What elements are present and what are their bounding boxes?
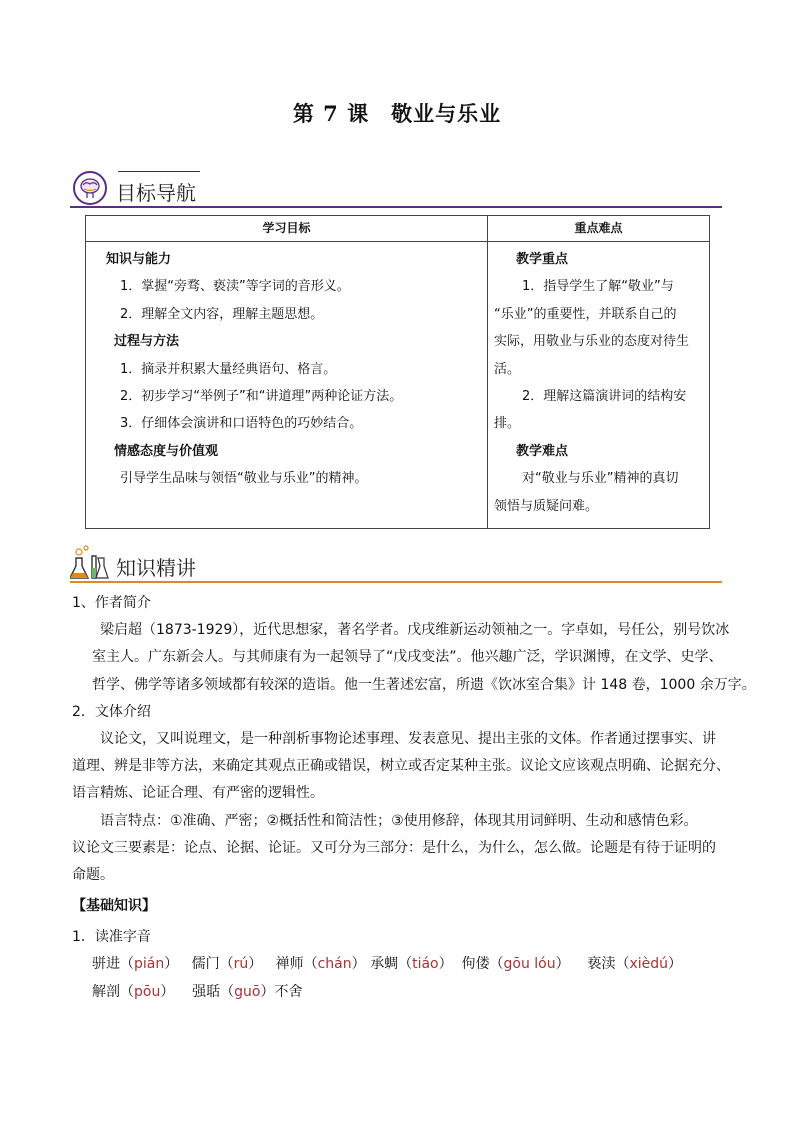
goal-category: 情感态度与价值观 [114, 443, 219, 459]
pinyin-word: 佝偻 [461, 956, 490, 973]
goals-col-header: 学习目标 [86, 216, 488, 242]
focus-item: 2．理解这篇演讲词的结构安 [522, 388, 687, 404]
pinyin: rú [233, 956, 249, 973]
paragraph-line: 哲学、佛学等诸多领域都有较深的造诣。他一生著述宏富，所遗《饮冰室合集》计 148 卷，1000 余万字。 [92, 676, 756, 693]
paragraph-line: 道理、辨是非等方法，来确定其观点正确或错误，树立或否定某种主张。议论文应该观点明确、论据充分、 [72, 758, 730, 775]
focus-item: 对“敬业与乐业”精神的真切 [522, 471, 679, 487]
focus-cell [488, 242, 710, 529]
pinyin: tiáo [412, 956, 439, 973]
goals-cell [86, 242, 488, 529]
focus-item: “乐业”的重要性，并联系自己的 [494, 306, 677, 322]
pinyin: pōu [134, 983, 161, 1000]
paragraph-line: 命题。 [72, 866, 114, 883]
pinyin-row: 解剖（pōu） 强聒（guō）不舍 [92, 983, 303, 1000]
goal-category: 知识与能力 [106, 252, 172, 267]
focus-item: 1．指导学生了解“敬业”与 [522, 279, 674, 295]
paragraph-line: 语言特点：①准确、严密；②概括性和简洁性；③使用修辞，体现其用词鲜明、生动和感情色彩。 [100, 812, 698, 829]
focus-item: 领悟与质疑问难。 [494, 498, 599, 514]
pinyin-row: 骈进（pián） 儒门（rú） 禅师（chán） 承蜩（tiáo） 佝偻（gōu lóu） 亵渎（xièdú） [92, 956, 682, 973]
lab-flask-icon [70, 544, 110, 584]
knowledge-header-label: 知识精讲 [116, 556, 196, 580]
paragraph-line: 语言精炼、论证合理、有严密的逻辑性。 [72, 785, 324, 802]
goals-header-label: 目标导航 [116, 181, 196, 205]
pinyin: xièdú [629, 956, 668, 973]
brain-icon [70, 168, 110, 208]
goals-table [85, 215, 710, 529]
focus-item: 活。 [494, 361, 521, 377]
pinyin-word: 强聒 [192, 983, 221, 1000]
goal-item: 1．掌握“旁骛、亵渎”等字词的音形义。 [120, 279, 350, 295]
goal-item: 引导学生品味与领悟“敬业与乐业”的精神。 [120, 471, 368, 487]
goals-section-header [70, 168, 722, 208]
page-title: 第 7 课 敬业与乐业 [292, 101, 502, 126]
pinyin: pián [134, 956, 165, 973]
subsection-heading: 2．文体介绍 [72, 703, 151, 720]
knowledge-body [72, 590, 756, 1006]
header-top-rule [118, 171, 200, 172]
goal-category: 过程与方法 [114, 334, 180, 350]
goal-item: 3．仔细体会演讲和口语特色的巧妙结合。 [120, 416, 363, 432]
paragraph-line: 室主人。广东新会人。与其师康有为一起领导了“戊戌变法”。他兴趣广泛，学识渊博，在文学、史学、 [92, 649, 723, 666]
knowledge-section-header [70, 544, 722, 584]
pinyin: gōu lóu [503, 956, 556, 973]
subsection-heading: 1．读准字音 [72, 929, 151, 946]
pinyin-word: 解剖 [92, 983, 120, 1000]
goal-item: 1．摘录并积累大量经典语句、格言。 [120, 361, 337, 377]
header-bottom-rule [70, 206, 722, 208]
header-bottom-rule [70, 581, 722, 583]
subsection-heading: 1、作者简介 [72, 595, 151, 611]
focus-item: 排。 [494, 416, 521, 432]
focus-category: 教学重点 [516, 252, 569, 267]
pinyin-word: 骈进 [92, 956, 120, 973]
pinyin-word: 亵渎 [587, 956, 616, 973]
focus-item: 实际，用敬业与乐业的态度对待生 [494, 334, 690, 350]
pinyin-word: 禅师 [275, 956, 304, 973]
focus-category: 教学难点 [516, 443, 569, 459]
pinyin: guō [234, 983, 261, 1000]
pinyin-word: 承蜩 [370, 956, 399, 973]
basic-knowledge-heading: 【基础知识】 [72, 898, 156, 915]
pinyin-word: 儒门 [191, 956, 220, 973]
focus-col-header: 重点难点 [488, 216, 710, 242]
paragraph-line: 议论文三要素是：论点、论据、论证。又可分为三部分：是什么，为什么，怎么做。论题是有待于证明的 [72, 839, 716, 856]
goal-item: 2．初步学习“举例子”和“讲道理”两种论证方法。 [120, 388, 403, 404]
paragraph-line: 议论文，又叫说理文，是一种剖析事物论述事理、发表意见、提出主张的文体。作者通过摆事实、讲 [100, 730, 716, 747]
goal-item: 2．理解全文内容，理解主题思想。 [120, 306, 324, 322]
pinyin-word-tail: 不舍 [274, 983, 303, 1000]
paragraph-line: 梁启超（1873-1929），近代思想家，著名学者。戊戌维新运动领袖之一。字卓如，号任公，别号饮冰 [100, 622, 730, 639]
pinyin: chán [317, 956, 352, 973]
